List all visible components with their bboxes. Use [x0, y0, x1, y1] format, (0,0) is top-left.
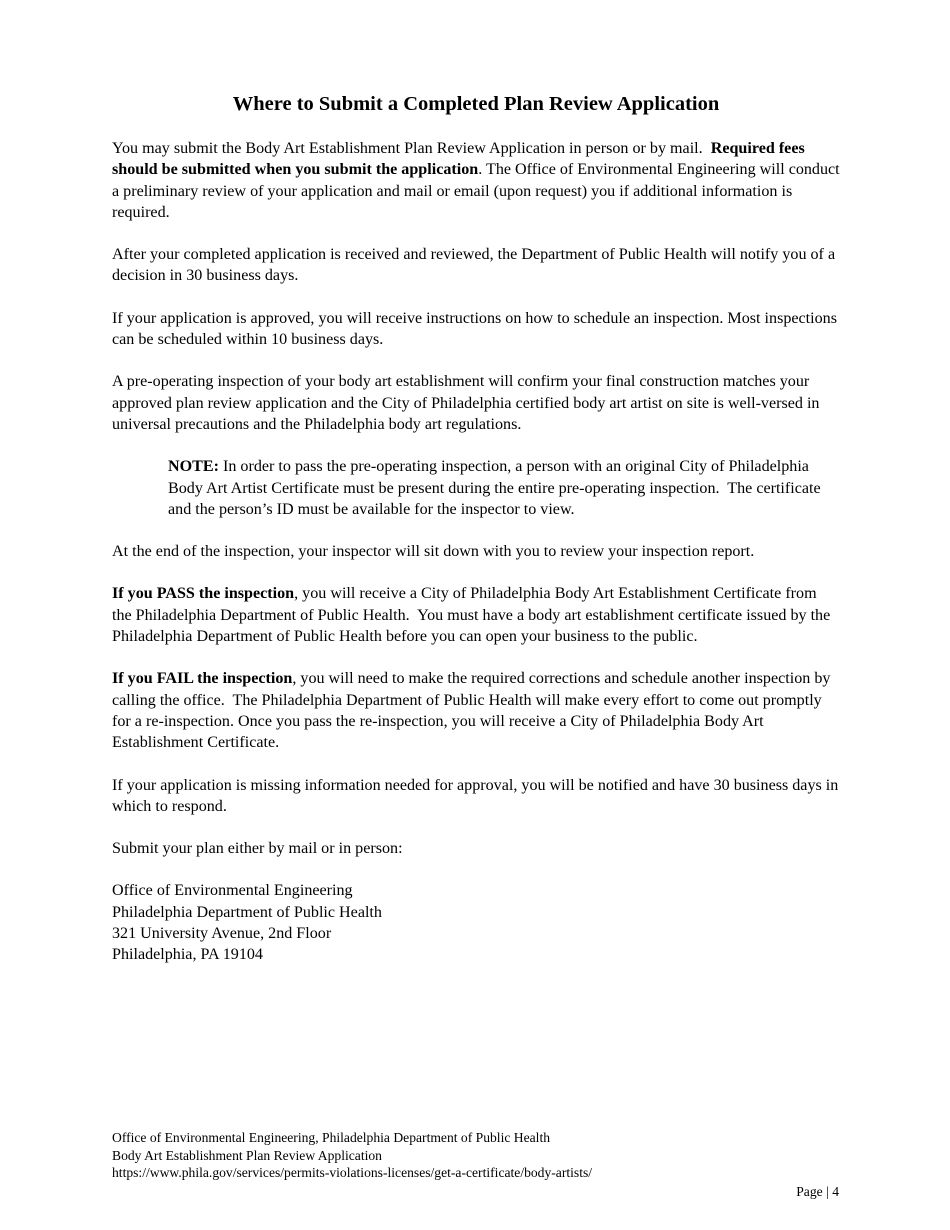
note-block: [168, 456, 840, 520]
paragraph-pre-operating: A pre-operating inspection of your body art establishment will confirm your final construction matches your approved plan review application and the City of Philadelphia certified body art artist on site is well-versed in universal precautions and the Philadelphia body art regulations.: [112, 373, 820, 433]
paragraph-submission-intro: You may submit the Body Art Establishment Plan Review Application in person or by mail.: [112, 140, 711, 157]
paragraph-pass: [112, 583, 840, 647]
page-number: Page | 4: [796, 1184, 839, 1199]
mailing-address: [112, 880, 840, 965]
note-text: In order to pass the pre-operating inspection, a person with an original City of Philadelphia Body Art Artist Certificate must be present during the entire pre-operating inspection. The certificate and the person’s ID must be available for the inspector to view.: [168, 458, 821, 518]
pass-label: If you PASS the inspection: [112, 585, 295, 603]
page-title: Where to Submit a Completed Plan Review Application: [232, 93, 720, 115]
address-line: 321 University Avenue, 2nd Floor: [112, 925, 332, 943]
paragraph-submit-plan: Submit your plan either by mail or in person:: [112, 840, 403, 858]
footer-document-title: Body Art Establishment Plan Review Application: [112, 1147, 382, 1163]
paragraph-inspection-report: At the end of the inspection, your inspector will sit down with you to review your inspection report.: [112, 543, 755, 561]
address-line: Philadelphia, PA 19104: [112, 946, 263, 964]
note-label: NOTE:: [168, 458, 219, 476]
paragraph-submission-rest: . The Office of Environmental Engineering will conduct a preliminary review of your application and mail or email (upon request) you if additional information is required.: [112, 161, 840, 221]
paragraph-approval: If your application is approved, you will receive instructions on how to schedule an inspection. Most inspections can be scheduled within 10 business days.: [112, 309, 837, 349]
fail-label: If you FAIL the inspection: [112, 670, 293, 688]
address-line: Philadelphia Department of Public Health: [112, 903, 382, 921]
paragraph-fail: [112, 668, 840, 753]
paragraph-missing-info: If your application is missing information needed for approval, you will be notified and have 30 business days in which to respond.: [112, 776, 839, 815]
footer-office: Office of Environmental Engineering, Philadelphia Department of Public Health: [112, 1130, 551, 1145]
required-fees-note: Required fees should be submitted when you submit the application: [112, 140, 805, 179]
page-footer: [112, 1129, 840, 1182]
document-body: [112, 92, 840, 966]
paragraph-decision: After your completed application is received and reviewed, the Department of Public Health will notify you of a decision in 30 business days.: [112, 246, 836, 285]
address-line: Office of Environmental Engineering: [112, 882, 353, 900]
paragraph-submission: [112, 138, 840, 223]
footer-url: https://www.phila.gov/services/permits-violations-licenses/get-a-certificate/body-artists/: [112, 1165, 593, 1180]
fail-text: , you will need to make the required corrections and schedule another inspection by calling the office. The Philadelphia Department of Public Health will make every effort to come out promptly for a re-inspection. Once you pass the re-inspection, you will receive a City of Philadelphia Body Art Establishment Certificate.: [112, 670, 831, 752]
pass-text: , you will receive a City of Philadelphia Body Art Establishment Certificate from the Philadelphia Department of Public Health. You must have a body art establishment certificate issued by the Philadelphia Department of Public Health before you can open your business to the public.: [112, 585, 831, 646]
